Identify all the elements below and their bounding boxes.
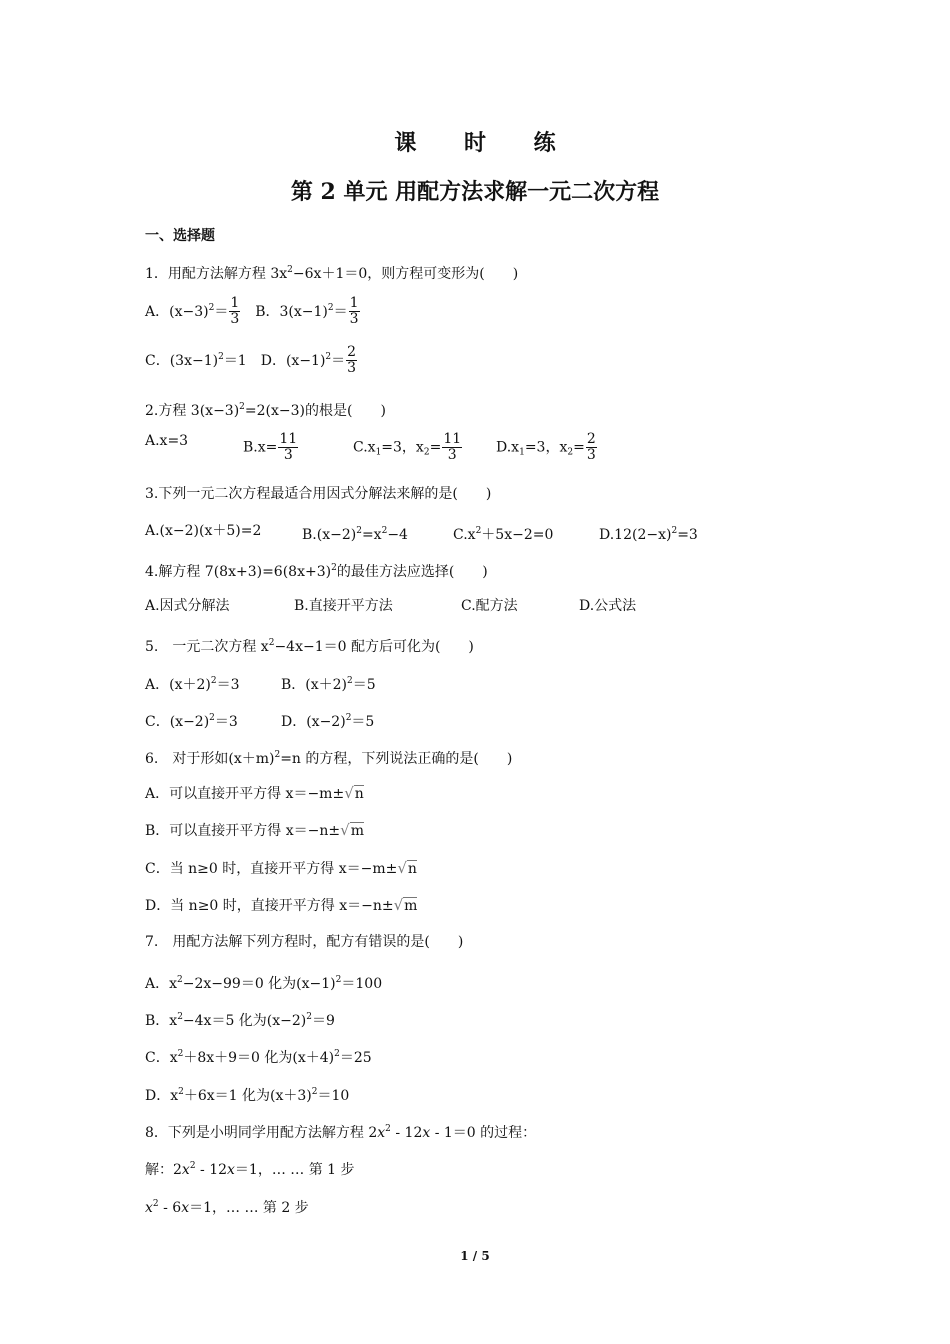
fraction: $\frac{1}{3}$ [349,295,359,327]
question-7-option-b: B．$x^2-4x=5$ 化为$(x-2)^2=9$ [145,1012,335,1029]
section-heading: 一、选择题 [145,228,215,244]
question-4-option-c: C.配方法 [461,598,518,614]
page-title: 课 时 练 [394,130,576,156]
question-3-option-a: A.(x−2)(x＋5)=2 [145,523,262,539]
question-5-option-c: C．$(x-2)^2=3$ [145,713,238,730]
question-5-option-a: A．$(x+2)^2=3$ [145,676,240,693]
option-a: A．$(x-3)^2=$ $\frac{1}{3}$ [145,295,240,327]
question-6-option-b: B．可以直接开平方得 x＝−n±√m [145,821,364,839]
question-6-option-d: D．当 n≥0 时，直接开平方得 x＝−n±√m [145,896,418,914]
question-5-stem: 5. 一元二次方程 $x^2-4x-1=0$ 配方后可化为( ) [145,638,474,655]
question-2-option-a: A.x=3 [145,433,189,449]
option-d: D．$(x-1)^2=$ $\frac{2}{3}$ [260,344,357,376]
question-4-option-d: D.公式法 [579,598,637,614]
question-3-stem: 3.下列一元二次方程最适合用因式分解法来解的是( ) [145,486,492,502]
question-7-option-a: A．$x^2-2x-99=0$ 化为$(x-1)^2=100$ [145,975,383,992]
option-c: C．$(3x-1)^2=1$ [145,351,247,369]
question-4-option-b: B.直接开平方法 [294,598,393,614]
question-8-step-2: $x^2 - 6x=1$，… … 第 2 步 [145,1199,309,1216]
question-7-option-d: D．$x^2+6x=1$ 化为$(x+3)^2=10$ [145,1087,350,1104]
option-b: B．$3(x-1)^2=$ $\frac{1}{3}$ [255,295,359,327]
question-2-stem: 2.方程 $3(x-3)^2=2(x-3)$的根是( ) [145,402,386,419]
question-2-option-d: $D.x_1=3$，$x_2=$ $\frac{2}{3}$ [496,431,596,463]
page-number: 1 / 5 [460,1249,490,1263]
question-5-option-d: D．$(x-2)^2=5$ [281,713,375,730]
question-8-step-1: 解：$2x^2 - 12x=1$，… … 第 1 步 [145,1161,355,1178]
question-3-option-b: $B.(x-2)^2=x^2-4$ [302,526,408,543]
question-1-stem: 1．用配方法解方程 $3x^2-6x+1=0$，则方程可变形为( ) [145,265,519,282]
question-4-stem: 4.解方程 $7(8x+3)=6(8x+3)^2$的最佳方法应选择( ) [145,563,488,580]
square-root: √m [393,896,418,914]
unit-title: 第 2 单元 用配方法求解一元二次方程 [290,179,660,205]
fraction: $\frac{1}{3}$ [230,295,240,327]
fraction: $\frac{11}{3}$ [279,431,298,463]
question-3-option-d: $D.12(2-x)^2=3$ [599,526,698,543]
square-root: √m [340,821,364,839]
question-6-option-c: C．当 n≥0 时，直接开平方得 x＝−m±√n [145,859,417,877]
question-1-options-cd [145,345,358,376]
question-6-stem: 6. 对于形如$(x+m)^2=n$ 的方程，下列说法正确的是( ) [145,750,513,767]
square-root: √n [397,859,417,877]
question-3-option-c: $C.x^2+5x-2=0$ [453,526,554,543]
fraction: $\frac{11}{3}$ [443,431,462,463]
question-1-options-ab [145,296,361,327]
square-root: √n [344,784,364,802]
question-5-option-b: B．$(x+2)^2=5$ [281,676,376,693]
question-7-stem: 7. 用配方法解下列方程时，配方有错误的是( ) [145,934,464,950]
question-6-option-a: A．可以直接开平方得 x＝−m±√n [145,784,364,802]
question-2-option-b: B.x= $\frac{11}{3}$ [243,431,298,463]
fraction: $\frac{2}{3}$ [347,344,357,376]
question-4-option-a: A.因式分解法 [145,598,230,614]
question-8-stem: 8．下列是小明同学用配方法解方程 $2x^2 - 12x - 1=0$ 的过程： [145,1124,537,1141]
question-2-option-c: $C.x_1=3$，$x_2=$ $\frac{11}{3}$ [353,431,462,463]
question-7-option-c: C．$x^2+8x+9=0$ 化为$(x+4)^2=25$ [145,1049,372,1066]
fraction: $\frac{2}{3}$ [586,431,596,463]
